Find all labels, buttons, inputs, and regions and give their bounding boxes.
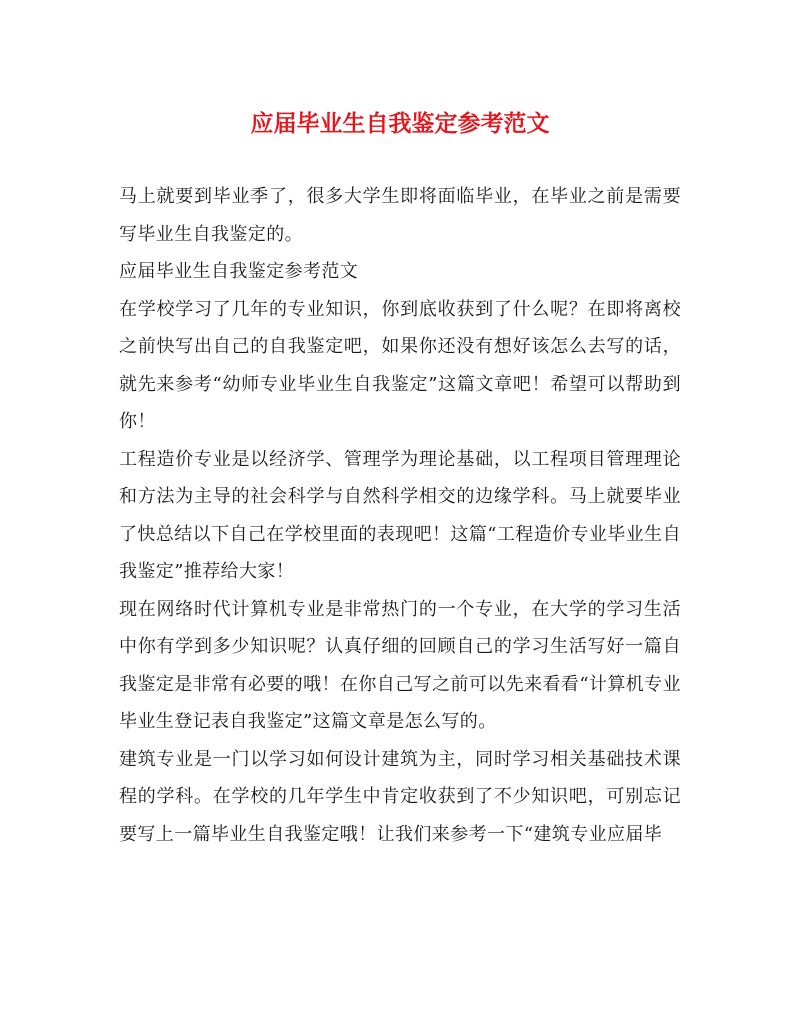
paragraph-computer: 现在网络时代计算机专业是非常热门的一个专业，在大学的学习生活中你有学到多少知识呢？认真仔细的回顾自己的学习生活写好一篇自我鉴定是非常有必要的哦！在你自己写之前可以先来看看“计算机专业毕业生登记表自我鉴定”这篇文章是怎么写的。 — [119, 598, 681, 732]
document-body — [119, 178, 681, 853]
paragraph-preschool: 在学校学习了几年的专业知识，你到底收获到了什么呢？在即将离校之前快写出自己的自我鉴定吧，如果你还没有想好该怎么去写的话，就先来参考“幼师专业毕业生自我鉴定”这篇文章吧！希望可以帮助到你！ — [119, 298, 681, 432]
paragraph-architecture: 建筑专业是一门以学习如何设计建筑为主，同时学习相关基础技术课程的学科。在学校的几年学生中肯定收获到了不少知识吧，可别忘记要写上一篇毕业生自我鉴定哦！让我们来参考一下“建筑专业应届毕 — [119, 748, 681, 845]
paragraph-engineering-cost: 工程造价专业是以经济学、管理学为理论基础，以工程项目管理理论和方法为主导的社会科学与自然科学相交的边缘学科。马上就要毕业了快总结以下自己在学校里面的表现吧！这篇“工程造价专业毕业生自我鉴定”推荐给大家！ — [119, 448, 681, 582]
paragraph-intro: 马上就要到毕业季了，很多大学生即将面临毕业，在毕业之前是需要写毕业生自我鉴定的。 — [119, 186, 681, 245]
paragraph-subtitle: 应届毕业生自我鉴定参考范文 — [119, 261, 359, 282]
document-title: 应届毕业生自我鉴定参考范文 — [250, 110, 550, 137]
